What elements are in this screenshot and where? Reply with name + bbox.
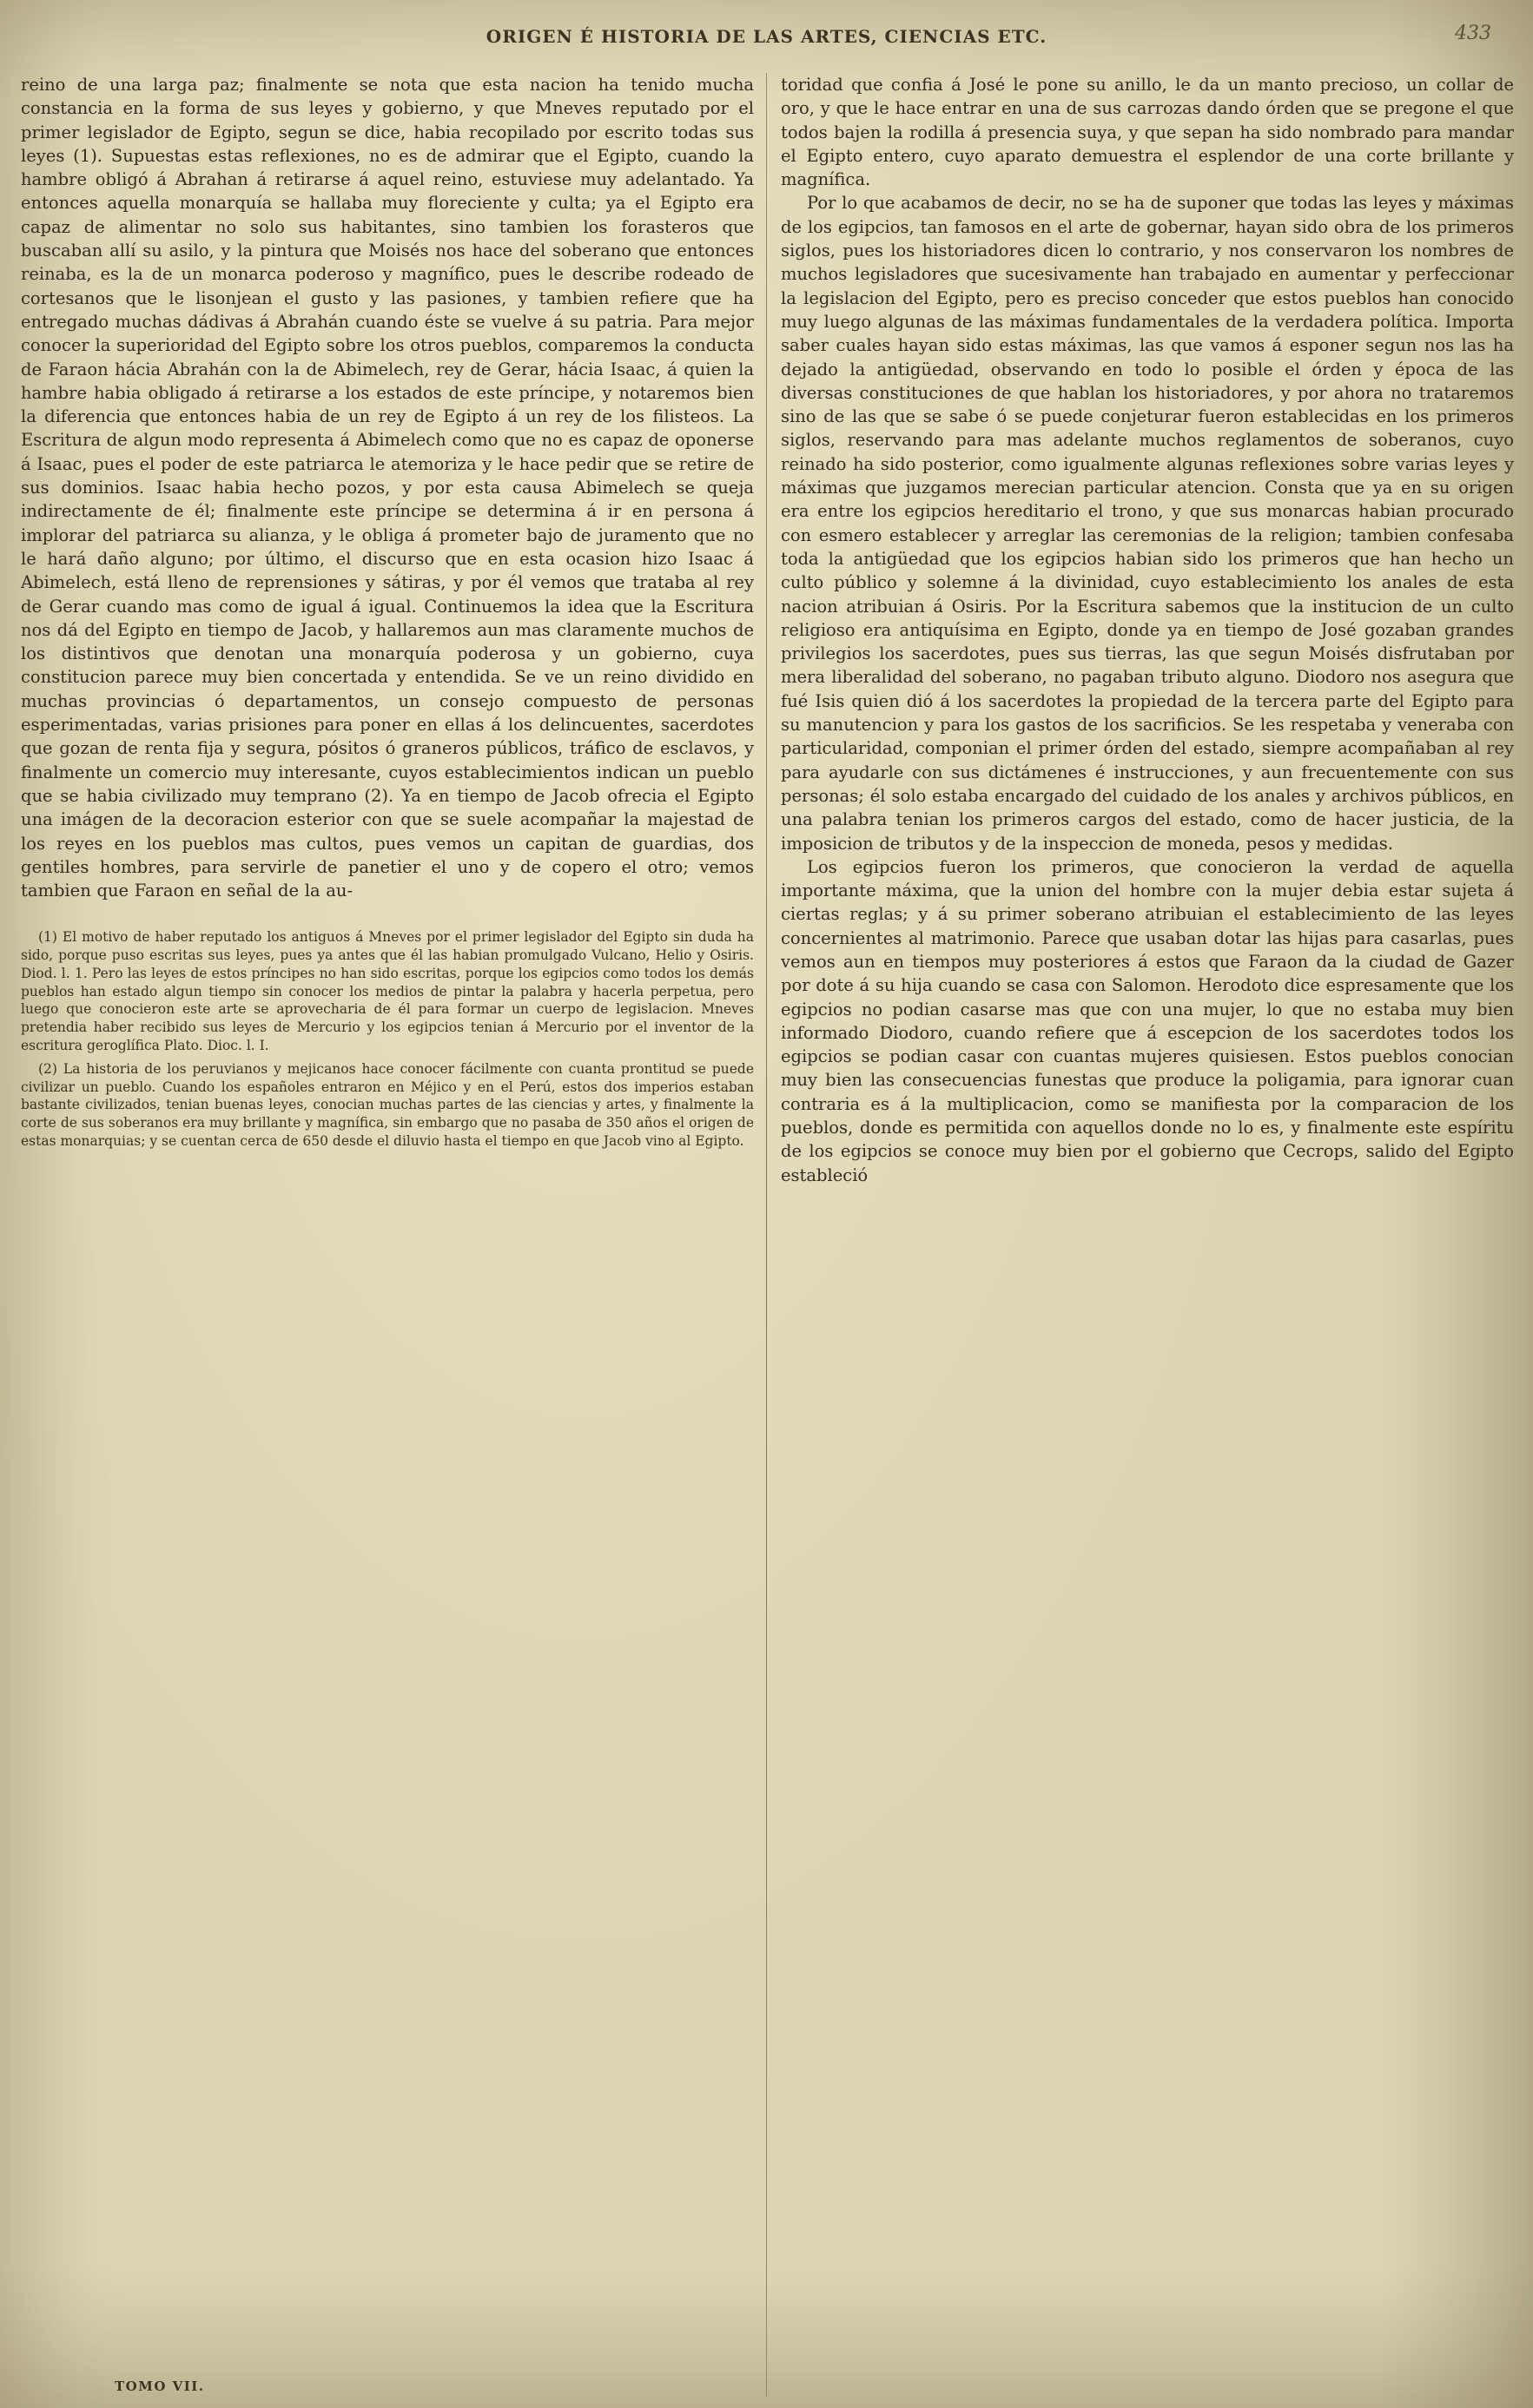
footnote-2: (2) La historia de los peruvianos y mejicanos hace conocer fácilmente con cuanta prontitud se puede civilizar un pueblo. Cuando los españoles entraron en Méjico y en el Perú, estos dos imperios estaban bastante civilizados, tenian buenas leyes, conocian muchas partes de las ciencias y artes, y finalmente la corte de sus soberanos era muy brillante y magnífica, sin embargo que no pasaba de 350 años el origen de estas monarquias; y se cuentan cerca de 650 desde el diluvio hasta el tiempo en que Jacob vino al Egipto. xyxy=(21,1060,754,1149)
volume-footer: TOMO VII. xyxy=(115,2378,205,2394)
page-header xyxy=(0,0,1533,61)
footnote-1: (1) El motivo de haber reputado los antiguos á Mneves por el primer legislador del Egipto sin duda ha sido, porque puso escritas sus leyes, pues ya antes que él las habian promulgado Vulcano, Helio y Osiris. Diod. l. 1. Pero las leyes de estos príncipes no han sido escritas, porque los egipcios como todos los demás pueblos han estado algun tiempo sin conocer los medios de pintar la palabra y hacerla perpetua, pero luego que conocieron este arte se aprovecharia de él para formar un cuerpo de legislacion. Mneves pretendia haber recibido sus leyes de Mercurio y los egipcios tenian á Mercurio por el inventor de la escritura geroglífica Plato. Dioc. l. I. xyxy=(21,929,754,1053)
running-title: ORIGEN É HISTORIA DE LAS ARTES, CIENCIAS ETC. xyxy=(486,26,1047,47)
left-column xyxy=(21,73,766,2397)
right-column-paragraph-2: Por lo que acabamos de decir, no se ha de suponer que todas las leyes y máximas de los egipcios, tan famosos en el arte de gobernar, hayan sido obra de los primeros siglos, pues los historiadores dicen lo contrario, y nos conservaron los nombres de muchos legisladores que sucesivamente han trabajado en aumentar y perfeccionar la legislacion del Egipto, pero es preciso conceder que estos pueblos han conocido muy luego algunas de las máximas fundamentales de la verdadera política. Importa saber cuales hayan sido estas máximas, las que vamos á esponer segun nos las ha dejado la antigüedad, observando en todo lo posible el órden y época de las diversas constituciones de que hablan los historiadores, y por ahora no trataremos sino de las que se sabe ó se puede conjeturar fueron establecidas en los primeros siglos, reservando para mas adelante muchos reglamentos de soberanos, cuyo reinado ha sido posterior, como igualmente algunas reflexiones sobre varias leyes y máximas que juzgamos merecian particular atencion. Consta que ya en su origen era entre los egipcios hereditario el trono, y que sus monarcas habian procurado con esmero establecer y arreglar las ceremonias de la religion; tambien confesaba toda la antigüedad que los egipcios habian sido los primeros que han hecho un culto público y solemne á la divinidad, cuyo establecimiento los anales de esta nacion atribuian á Osiris. Por la Escritura sabemos que la institucion de un culto religioso era antiquísima en Egipto, donde ya en tiempo de José gozaban grandes privilegios los sacerdotes, pues sus tierras, las que segun Moisés disfrutaban por mera liberalidad del soberano, no pagaban tributo alguno. Diodoro nos asegura que fué Isis quien dió á los sacerdotes la propiedad de la tercera parte del Egipto para su manutencion y para los gastos de los sacrificios. Se les respetaba y veneraba con particularidad, componian el primer órden del estado, siempre acompañaban al rey para ayudarle con sus dictámenes é instrucciones, y aun frecuentemente con sus personas; él solo estaba encargado del cuidado de los anales y archivos públicos, en una palabra tenian los primeros cargos del estado, como de hacer justicia, de la imposicion de tributos y de la inspeccion de moneda, pesos y medidas. xyxy=(781,193,1514,854)
right-column-paragraph-3: Los egipcios fueron los primeros, que conocieron la verdad de aquella importante máxima, que la union del hombre con la mujer debia estar sujeta á ciertas reglas; y á su primer soberano atribuian el establecimiento de las leyes concernientes al matrimonio. Parece que usaban dotar las hijas para casarlas, pues vemos aun en tiempos muy posteriores á estos que Faraon da la ciudad de Gazer por dote á su hija cuando se casa con Salomon. Herodoto dice espresamente que los egipcios no podian casarse mas que con una mujer, lo que no estaba muy bien informado Diodoro, cuando refiere que á escepcion de los sacerdotes todos los egipcios se podian casar con cuantas mujeres quisiesen. Estos pueblos conocian muy bien las consecuencias funestas que produce la poligamia, para ignorar cuan contraria es á la multiplicacion, como se manifiesta por la comparacion de los pueblos, donde es permitida con aquellos donde no lo es, y finalmente este espíritu de los egipcios se conoce muy bien por el gobierno que Cecrops, salido del Egipto estableció xyxy=(781,856,1515,1185)
page-number: 433 xyxy=(1455,23,1491,44)
footnotes-block xyxy=(21,928,754,1150)
left-column-text: reino de una larga paz; finalmente se nota que esta nacion ha tenido mucha constancia en la forma de sus leyes y gobierno, y que Mneves reputado por el primer legislador de Egipto, segun se dice, habia recopilado por escrito todas sus leyes (1). Supuestas estas reflexiones, no es de admirar que el Egipto, cuando la hambre obligó á Abrahan á retirarse á aquel reino, estuviese muy adelantado. Ya entonces aquella monarquía se hallaba muy floreciente y culta; ya el Egipto era capaz de alimentar no solo sus habitantes, sino tambien los forasteros que buscaban allí su asilo, y la pintura que Moisés nos hace del soberano que entonces reinaba, es la de un monarca poderoso y magnífico, pues le describe rodeado de cortesanos que le lisonjean el gusto y las pasiones, y tambien refiere que ha entregado muchas dádivas á Abrahán cuando éste se vuelve á su patria. Para mejor conocer la superioridad del Egipto sobre los otros pueblos, comparemos la conducta de Faraon hácia Abrahán con la de Abimelech, rey de Gerar, hácia Isaac, á quien la hambre habia obligado á retirarse a los estados de este príncipe, y notaremos bien la diferencia que entonces habia de un rey de Egipto á un rey de los filisteos. La Escritura de algun modo representa á Abimelech como que no es capaz de oponerse á Isaac, pues el poder de este patriarca le atemoriza y le hace pedir que se retire de sus dominios. Isaac habia hecho pozos, y por esta causa Abimelech se queja indirectamente de él; finalmente este príncipe se determina á ir en persona á implorar del patriarca su alianza, y le obliga á prometer bajo de juramento que no le hará daño alguno; por último, el discurso que en esta ocasion hizo Isaac á Abimelech, está lleno de reprensiones y sátiras, y por él vemos que trataba al rey de Gerar cuando mas como de igual á igual. Continuemos la idea que la Escritura nos dá del Egipto en tiempo de Jacob, y hallaremos aun mas claramente muchos de los distintivos que denotan una monarquía poderosa y un gobierno, cuya constitucion parece muy bien concertada y entendida. Se ve un reino dividido en muchas provincias ó departamentos, un consejo compuesto de personas esperimentadas, varias prisiones para poner en ellas á los delincuentes, sacerdotes que gozan de renta fija y segura, pósitos ó graneros públicos, tráfico de esclavos, y finalmente un comercio muy interesante, cuyos establecimientos indican un pueblo que se habia civilizado muy temprano (2). Ya en tiempo de Jacob ofrecia el Egipto una imágen de la decoracion esterior con que se suele acompañar la majestad de los reyes en los pueblos mas cultos, pues vemos un capitan de guardias, dos gentiles hombres, para servirle de panetier el uno y de copero el otro; vemos tambien que Faraon en señal de la au- xyxy=(21,75,754,901)
text-columns xyxy=(0,61,1533,2397)
right-column xyxy=(767,73,1514,2397)
right-column-paragraph-1: toridad que confia á José le pone su anillo, le da un manto precioso, un collar de oro, y que le hace entrar en una de sus carrozas dando órden que se pregone el que todos bajen la rodilla á presencia suya, y que sepan ha sido nombrado para mandar el Egipto entero, cuyo aparato demuestra el esplendor de una corte brillante y magnífica. xyxy=(781,75,1514,190)
